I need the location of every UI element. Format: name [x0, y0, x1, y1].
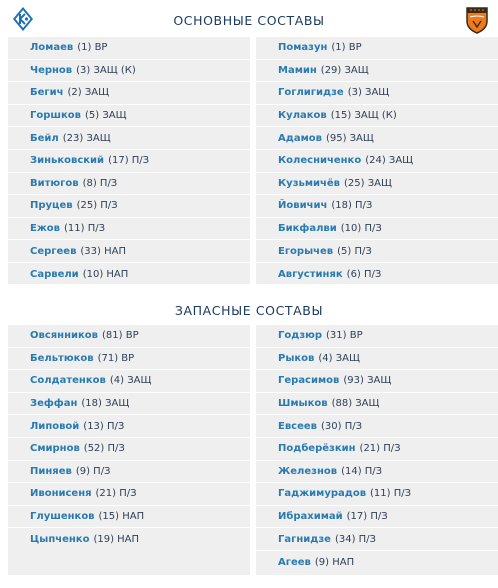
player-name-link[interactable]: Бикфалви — [278, 223, 337, 235]
player-name-link[interactable]: Йовичич — [278, 200, 328, 212]
player-row — [8, 105, 250, 128]
player-name-link[interactable]: Годзюр — [278, 330, 323, 342]
player-name-link[interactable]: Бейл — [30, 132, 59, 144]
player-row — [256, 150, 498, 173]
player-row — [8, 127, 250, 150]
player-row — [8, 438, 250, 461]
player-number-position: (13) П/З — [83, 420, 125, 432]
player-row — [256, 483, 498, 506]
section-title-starting: ОСНОВНЫЕ СОСТАВЫ — [173, 12, 325, 28]
player-number-position: (24) ЗАЩ — [365, 155, 414, 167]
krylia-sovetov-logo-icon — [11, 6, 35, 32]
player-name-link[interactable]: Ивонисеня — [30, 488, 92, 500]
player-name-link[interactable]: Овсянников — [30, 330, 98, 342]
player-row — [256, 393, 498, 416]
player-name-link[interactable]: Витюгов — [30, 177, 79, 189]
player-row — [8, 325, 250, 348]
player-name-link[interactable]: Железнов — [278, 465, 338, 477]
away-starting-list — [256, 37, 498, 284]
player-number-position: (17) П/З — [108, 155, 150, 167]
player-name-link[interactable]: Горшков — [30, 110, 82, 122]
player-number-position: (95) ЗАЩ — [325, 132, 374, 144]
player-name-link[interactable]: Зиньковский — [30, 155, 105, 167]
player-number-position: (4) ЗАЩ — [109, 375, 152, 387]
player-number-position: (11) П/З — [370, 488, 412, 500]
player-row — [8, 393, 250, 416]
player-name-link[interactable]: Бегич — [30, 87, 64, 99]
player-name-link[interactable]: Кулаков — [278, 110, 327, 122]
player-name-link[interactable]: Пруцев — [30, 200, 73, 212]
player-number-position: (10) П/З — [340, 223, 382, 235]
player-row — [256, 105, 498, 128]
player-row — [256, 415, 498, 438]
player-number-position: (34) П/З — [334, 533, 376, 545]
player-number-position: (10) НАП — [82, 268, 129, 280]
player-number-position: (88) ЗАЩ — [331, 398, 380, 410]
player-name-link[interactable]: Колесниченко — [278, 155, 362, 167]
player-row — [8, 506, 250, 529]
player-name-link[interactable]: Помазун — [278, 42, 328, 54]
player-name-link[interactable]: Зеффан — [30, 398, 78, 410]
player-row — [8, 348, 250, 371]
player-name-link[interactable]: Гаджимурадов — [278, 488, 367, 500]
player-row — [256, 218, 498, 241]
section-title-subs: ЗАПАСНЫЕ СОСТАВЫ — [174, 302, 324, 318]
player-number-position: (30) П/З — [320, 420, 362, 432]
player-row — [256, 173, 498, 196]
player-row — [256, 82, 498, 105]
player-name-link[interactable]: Сергеев — [30, 245, 77, 257]
player-name-link[interactable]: Ломаев — [30, 42, 74, 54]
player-row — [256, 461, 498, 484]
player-number-position: (93) ЗАЩ — [343, 375, 392, 387]
home-starting-list — [8, 37, 250, 284]
player-row — [8, 82, 250, 105]
player-name-link[interactable]: Мамин — [278, 64, 317, 76]
player-number-position: (9) П/З — [75, 465, 111, 477]
player-name-link[interactable]: Августиняк — [278, 268, 343, 280]
player-row — [8, 218, 250, 241]
player-name-link[interactable]: Липовой — [30, 420, 80, 432]
player-row — [8, 528, 250, 551]
player-row — [256, 263, 498, 286]
player-row — [8, 195, 250, 218]
player-row — [8, 483, 250, 506]
home-subs-list — [8, 325, 250, 575]
player-number-position: (11) П/З — [63, 223, 105, 235]
player-name-link[interactable]: Солдатенков — [30, 375, 106, 387]
player-number-position: (3) ЗАЩ (К) — [76, 64, 136, 76]
player-number-position: (5) П/З — [337, 245, 372, 257]
player-number-position: (9) НАП — [314, 556, 355, 568]
player-row — [256, 438, 498, 461]
player-row — [8, 240, 250, 263]
player-number-position: (31) ВР — [326, 330, 363, 342]
player-row — [8, 263, 250, 286]
player-number-position: (18) ЗАЩ — [81, 398, 130, 410]
player-name-link[interactable]: Гоглигидзе — [278, 87, 344, 99]
player-name-link[interactable]: Глушенков — [30, 511, 95, 523]
player-number-position: (4) ЗАЩ — [318, 352, 360, 364]
player-name-link[interactable]: Герасимов — [278, 375, 340, 387]
player-number-position: (6) П/З — [346, 268, 382, 280]
player-row — [8, 37, 250, 60]
player-number-position: (5) ЗАЩ — [85, 110, 127, 122]
player-number-position: (33) НАП — [80, 245, 126, 257]
player-number-position: (29) ЗАЩ — [320, 64, 369, 76]
player-name-link[interactable]: Шмыков — [278, 398, 328, 410]
section-header-subs — [0, 296, 498, 324]
away-subs-list — [256, 325, 498, 575]
player-row — [256, 348, 498, 371]
player-name-link[interactable]: Цыпченко — [30, 534, 90, 546]
player-row — [256, 506, 498, 529]
ural-logo-icon — [464, 4, 490, 34]
player-number-position: (21) П/З — [95, 488, 137, 500]
player-row — [256, 195, 498, 218]
player-name-link[interactable]: Бельтюков — [30, 352, 94, 364]
player-number-position: (21) П/З — [359, 443, 401, 455]
player-name-link[interactable]: Кузьмичёв — [278, 177, 340, 189]
player-row — [8, 415, 250, 438]
player-row — [256, 60, 498, 83]
player-number-position: (1) ВР — [77, 42, 108, 54]
player-row — [8, 60, 250, 83]
section-header-starting — [0, 6, 498, 34]
player-name-link[interactable]: Ибрахимай — [278, 511, 343, 523]
player-row — [256, 325, 498, 348]
player-number-position: (52) П/З — [83, 443, 125, 455]
player-row — [8, 173, 250, 196]
player-number-position: (8) П/З — [82, 177, 118, 189]
player-number-position: (71) ВР — [97, 352, 135, 364]
player-number-position: (19) НАП — [93, 534, 140, 546]
player-name-link[interactable]: Гагнидзе — [278, 533, 331, 545]
player-name-link[interactable]: Ежов — [30, 223, 60, 235]
player-row — [256, 551, 498, 574]
player-number-position: (18) П/З — [331, 200, 373, 212]
player-number-position: (15) НАП — [98, 511, 145, 523]
player-number-position: (23) ЗАЩ — [62, 132, 111, 144]
player-name-link[interactable]: Евсеев — [278, 420, 317, 432]
player-name-link[interactable]: Сарвели — [30, 268, 79, 280]
player-row — [8, 370, 250, 393]
player-name-link[interactable]: Агеев — [278, 556, 311, 568]
player-name-link[interactable]: Пиняев — [30, 465, 72, 477]
player-name-link[interactable]: Адамов — [278, 132, 322, 144]
player-row — [256, 528, 498, 551]
player-number-position: (1) ВР — [331, 42, 362, 54]
player-number-position: (15) ЗАЩ (К) — [330, 110, 397, 122]
player-row — [8, 461, 250, 484]
player-row — [256, 370, 498, 393]
player-name-link[interactable]: Чернов — [30, 64, 73, 76]
player-name-link[interactable]: Подберёзкин — [278, 443, 356, 455]
player-number-position: (14) П/З — [341, 465, 383, 477]
player-name-link[interactable]: Егорычев — [278, 245, 334, 257]
player-row — [8, 150, 250, 173]
player-number-position: (81) ВР — [102, 330, 139, 342]
player-row — [256, 127, 498, 150]
player-number-position: (25) ЗАЩ — [343, 177, 392, 189]
player-number-position: (2) ЗАЩ — [67, 87, 110, 99]
player-number-position: (3) ЗАЩ — [347, 87, 390, 99]
player-number-position: (25) П/З — [76, 200, 118, 212]
player-name-link[interactable]: Рыков — [278, 352, 315, 364]
player-row — [256, 37, 498, 60]
player-name-link[interactable]: Смирнов — [30, 443, 80, 455]
player-number-position: (17) П/З — [346, 511, 388, 523]
player-row — [256, 240, 498, 263]
